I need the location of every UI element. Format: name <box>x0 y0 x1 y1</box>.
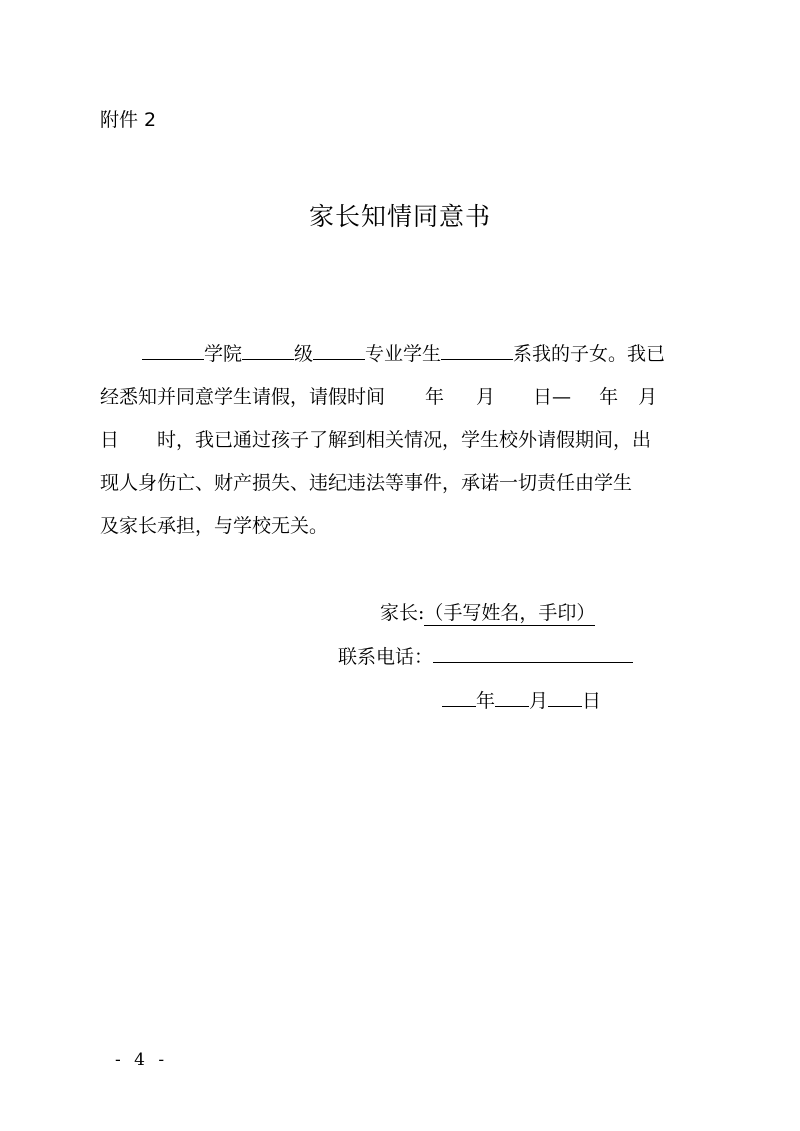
leave-end-month: 月 <box>638 386 658 408</box>
phone-label: 联系电话： <box>338 646 434 668</box>
major-label: 专业学生 <box>365 343 442 365</box>
body-line-5: 及家长承担，与学校无关。 <box>100 515 329 537</box>
grade-label: 级 <box>294 343 314 365</box>
date-year-blank[interactable] <box>442 688 476 707</box>
college-blank[interactable] <box>142 341 204 360</box>
line1-tail: 系我的子女。我已 <box>513 343 666 365</box>
line3-text: 时，我已通过孩子了解到相关情况，学生校外请假期间，出 <box>157 429 652 451</box>
leave-start-month: 月 <box>476 386 496 408</box>
grade-blank[interactable] <box>242 341 294 360</box>
leave-start-year: 年 <box>425 386 445 408</box>
body-line-3 <box>100 419 651 462</box>
consent-body <box>100 333 705 553</box>
date-day-blank[interactable] <box>548 688 582 707</box>
attachment-label: 附件 2 <box>100 109 157 131</box>
phone-row <box>338 644 633 670</box>
page-number: - 4 - <box>115 1050 169 1070</box>
date-day-label: 日 <box>582 690 602 712</box>
leave-end-day: 日 <box>100 429 120 451</box>
date-month-blank[interactable] <box>495 688 529 707</box>
body-line-4: 现人身伤亡、财产损失、违纪违法等事件，承诺一切责任由学生 <box>100 472 633 494</box>
parent-signature-row <box>380 600 595 626</box>
class-blank[interactable] <box>441 341 513 360</box>
leave-end-year: 年 <box>599 386 619 408</box>
parent-label: 家长: <box>380 602 425 624</box>
date-row <box>442 688 601 714</box>
major-blank[interactable] <box>313 341 365 360</box>
phone-field[interactable] <box>433 644 633 663</box>
date-month-label: 月 <box>529 690 549 712</box>
parent-signature-field[interactable]: （手写姓名，手印） <box>424 602 596 624</box>
line2-lead: 经悉知并同意学生请假，请假时间 <box>100 386 386 408</box>
date-year-label: 年 <box>476 690 496 712</box>
body-line-2 <box>100 376 657 419</box>
body-line-1 <box>142 333 665 376</box>
leave-start-day: 日— <box>533 386 572 408</box>
document-title: 家长知情同意书 <box>308 202 491 231</box>
college-label: 学院 <box>204 343 243 365</box>
